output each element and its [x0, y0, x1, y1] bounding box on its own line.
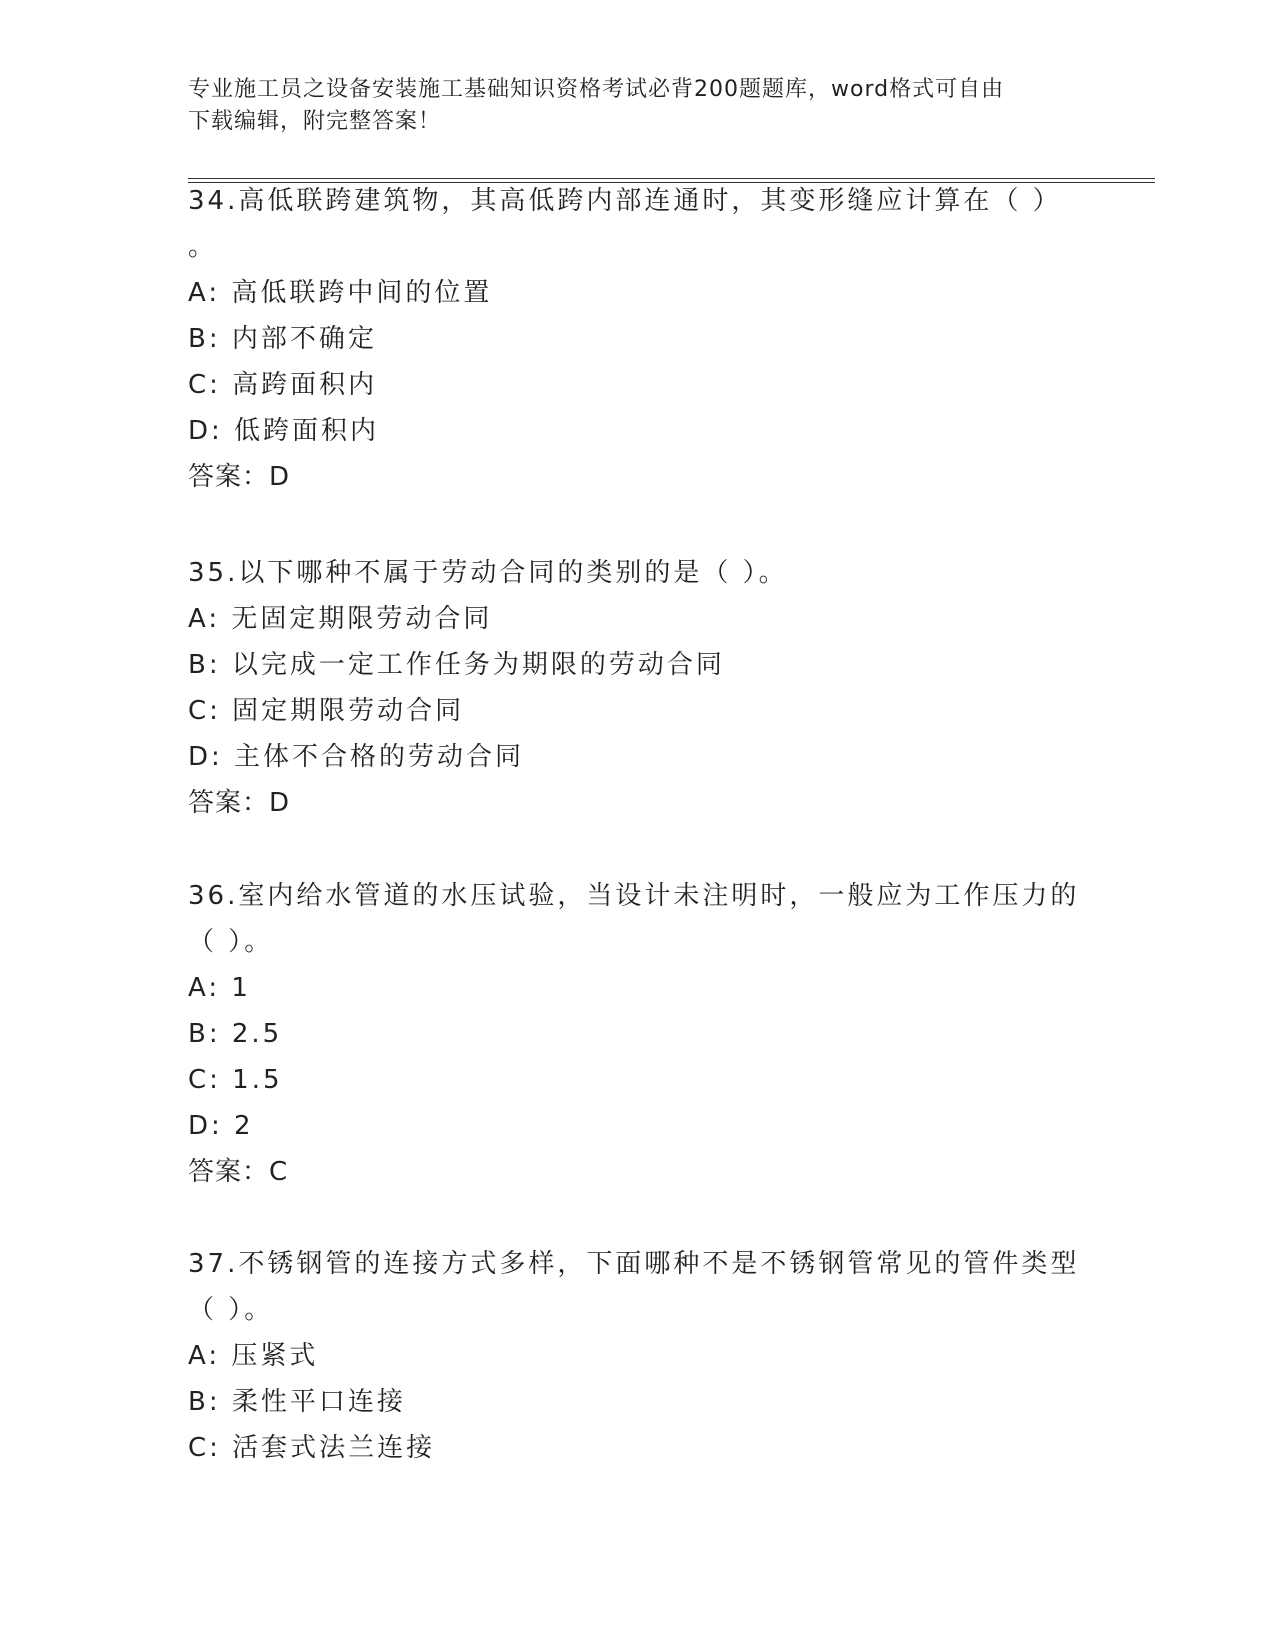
question-stem: 34.高低联跨建筑物，其高低跨内部连通时，其变形缝应计算在（ ） — [188, 186, 1062, 216]
header-line-1: 专业施工员之设备安装施工基础知识资格考试必背200题题库，word格式可自由 — [188, 77, 1005, 102]
option-d: D: 主体不合格的劳动合同 — [188, 742, 525, 772]
answer: 答案：D — [188, 788, 291, 818]
answer: 答案：C — [188, 1157, 289, 1187]
question-stem-continued: （ ）。 — [188, 1295, 274, 1325]
question-36 — [188, 873, 1088, 1195]
option-b: B: 内部不确定 — [188, 324, 377, 354]
question-37 — [188, 1241, 1088, 1471]
answer: 答案：D — [188, 462, 291, 492]
question-34 — [188, 178, 1088, 500]
option-b: B: 柔性平口连接 — [188, 1387, 406, 1417]
option-c: C: 固定期限劳动合同 — [188, 696, 465, 726]
option-a: A: 1 — [188, 973, 251, 1003]
header-line-2: 下载编辑，附完整答案！ — [188, 109, 442, 134]
question-stem-continued: （ ）。 — [188, 927, 274, 957]
question-stem-continued: 。 — [188, 232, 218, 262]
question-35 — [188, 550, 1088, 826]
option-b: B: 2.5 — [188, 1019, 283, 1049]
option-a: A: 无固定期限劳动合同 — [188, 604, 493, 634]
document-header — [188, 74, 1088, 138]
question-stem: 37.不锈钢管的连接方式多样，下面哪种不是不锈钢管常见的管件类型 — [188, 1249, 1080, 1279]
option-d: D: 低跨面积内 — [188, 416, 380, 446]
option-a: A: 高低联跨中间的位置 — [188, 278, 493, 308]
option-c: C: 高跨面积内 — [188, 370, 378, 400]
option-c: C: 活套式法兰连接 — [188, 1433, 436, 1463]
option-b: B: 以完成一定工作任务为期限的劳动合同 — [188, 650, 725, 680]
question-stem: 35.以下哪种不属于劳动合同的类别的是（ ）。 — [188, 558, 788, 588]
option-a: A: 压紧式 — [188, 1341, 319, 1371]
question-stem: 36.室内给水管道的水压试验，当设计未注明时，一般应为工作压力的 — [188, 881, 1080, 911]
option-d: D: 2 — [188, 1111, 254, 1141]
option-c: C: 1.5 — [188, 1065, 283, 1095]
